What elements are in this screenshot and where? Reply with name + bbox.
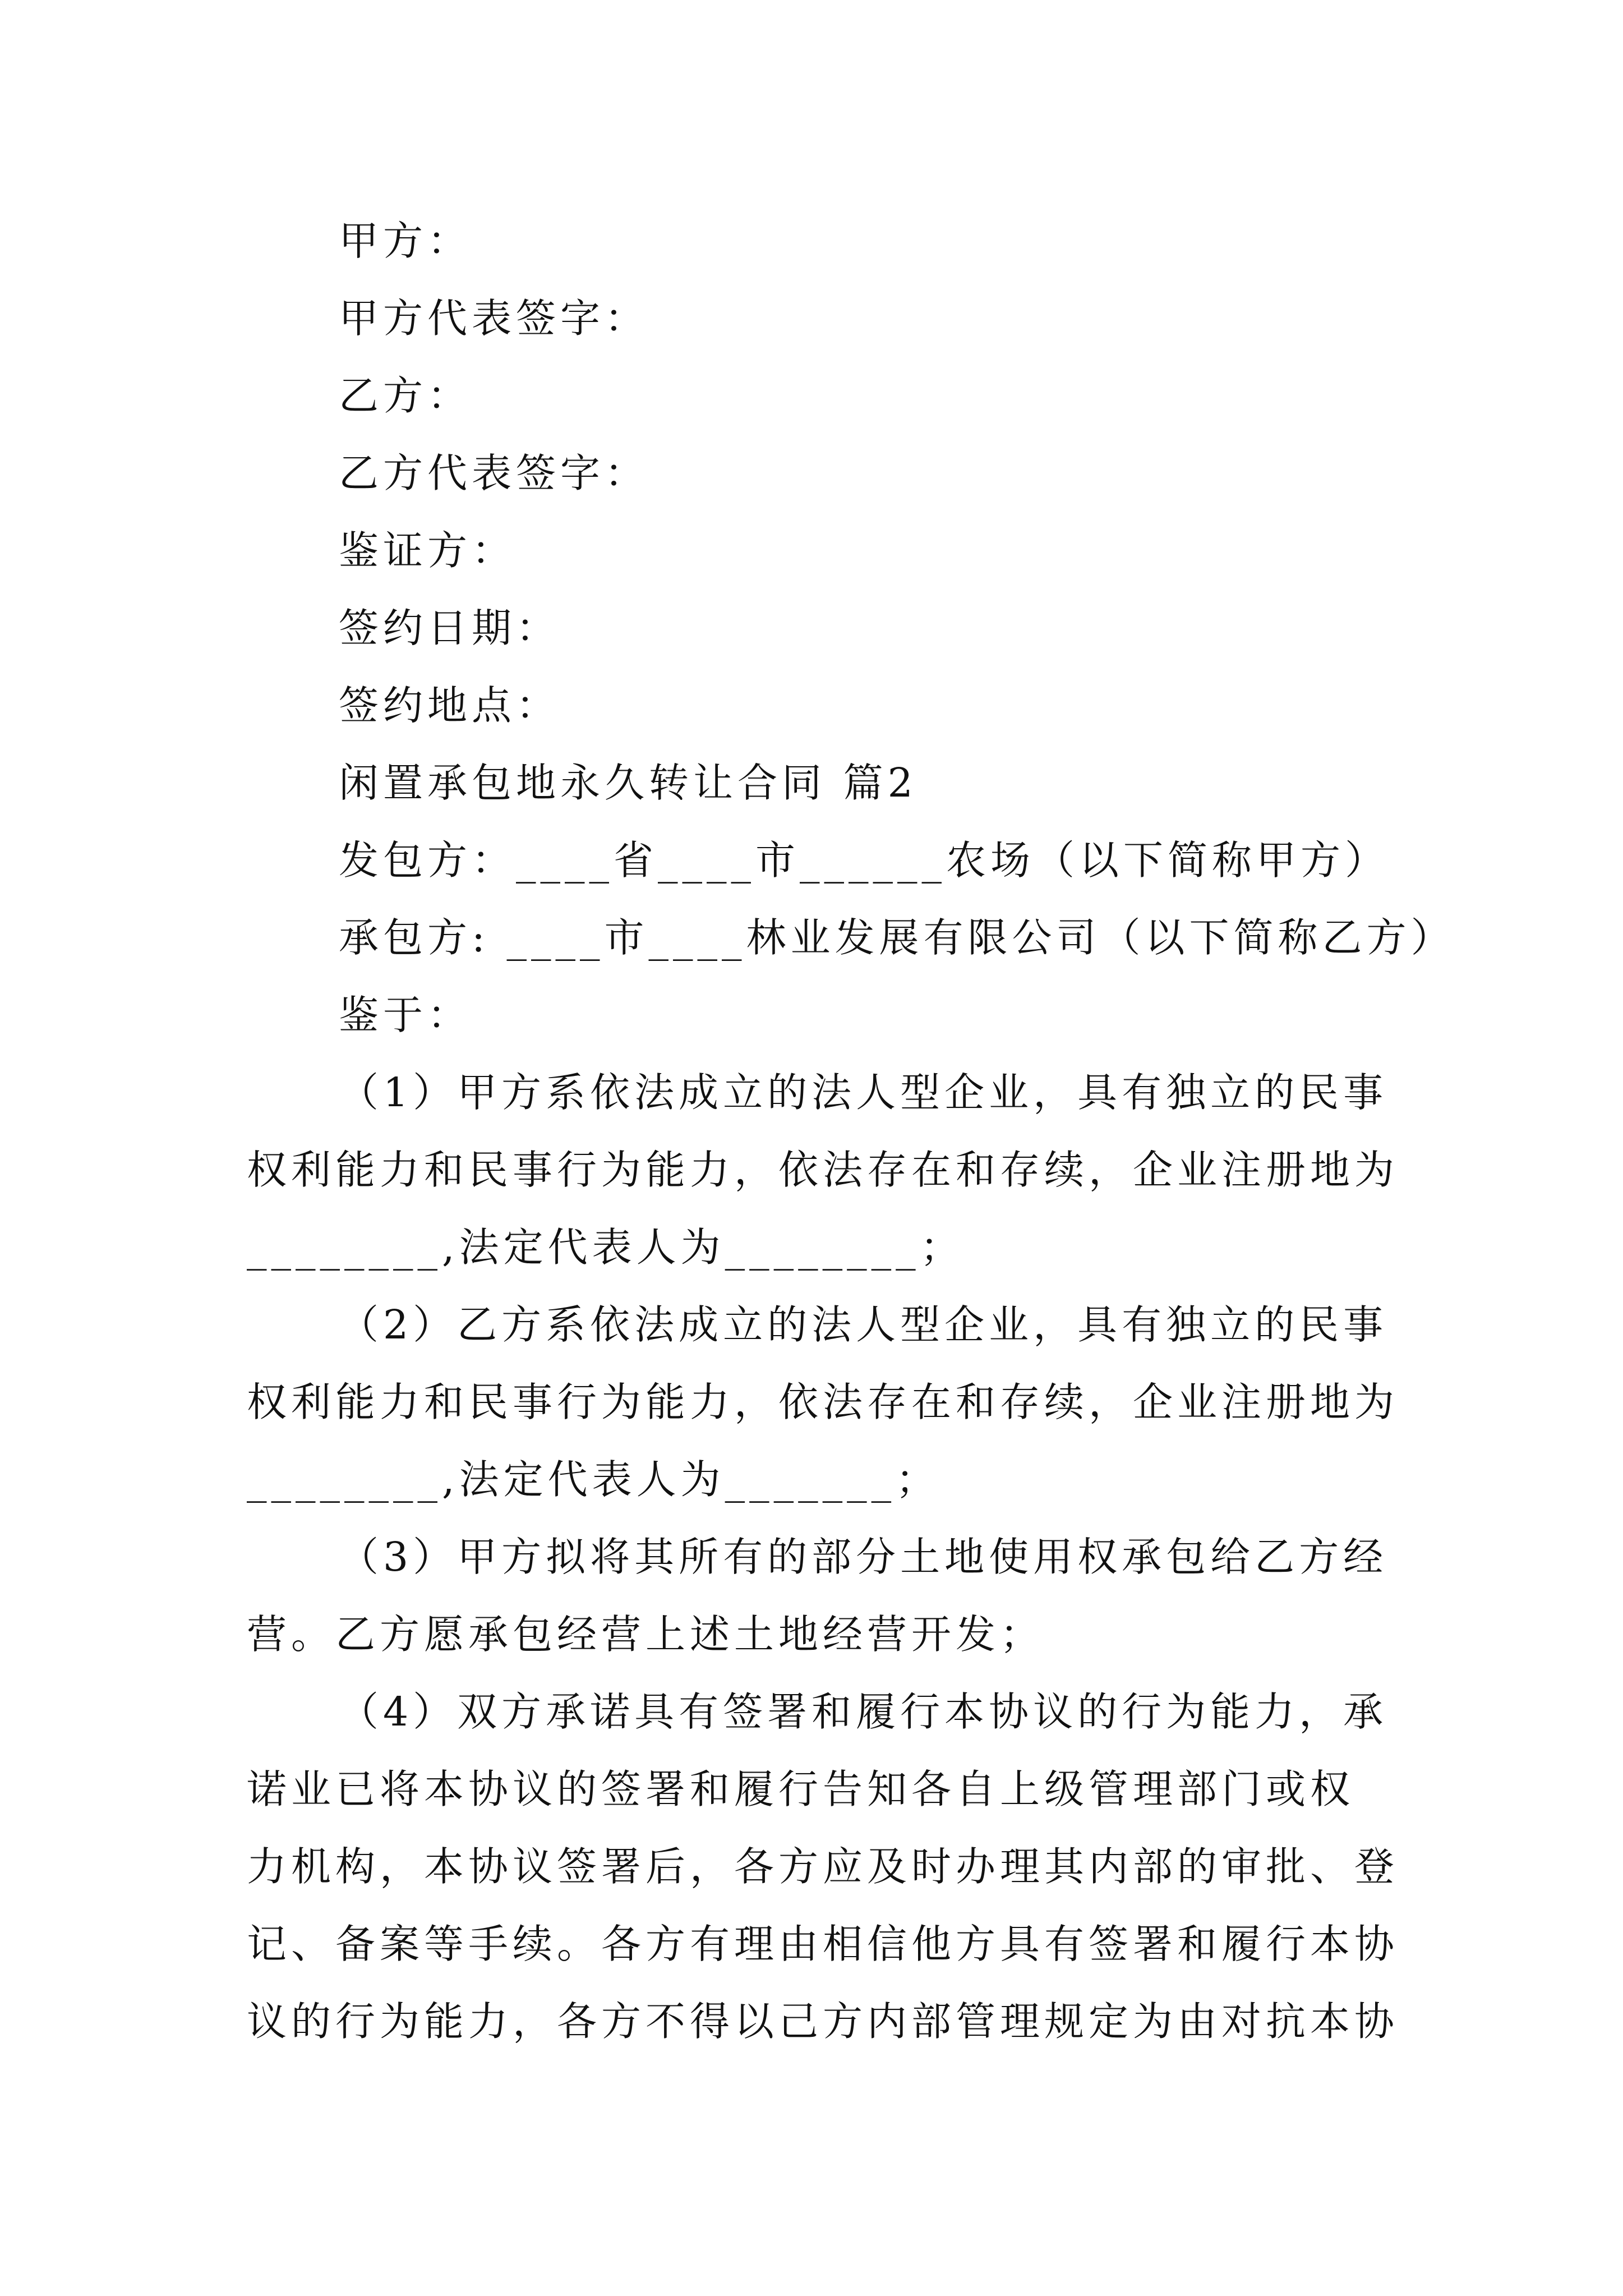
- section-title: 闲置承包地永久转让合同 篇2: [339, 760, 917, 806]
- clause-2-line-1: （2）乙方系依法成立的法人型企业，具有独立的民事: [339, 1301, 1388, 1348]
- signing-place-line: 签约地点：: [339, 682, 561, 729]
- clause-1-line-1: （1）甲方系依法成立的法人型企业，具有独立的民事: [339, 1069, 1388, 1116]
- clause-4-line-3: 力机构，本协议签署后，各方应及时办理其内部的审批、登: [247, 1843, 1399, 1890]
- clause-1-line-3: ________,法定代表人为________；: [247, 1224, 965, 1271]
- party-a-signature-line: 甲方代表签字：: [339, 295, 649, 342]
- clause-4-line-2: 诺业已将本协议的签署和履行告知各自上级管理部门或权: [247, 1766, 1355, 1812]
- party-a-line: 甲方：: [339, 218, 472, 264]
- contractor-line: 发包方：____省____市______农场（以下简称甲方）: [339, 837, 1390, 884]
- clause-2-line-2: 权利能力和民事行为能力，依法存在和存续，企业注册地为: [247, 1379, 1399, 1425]
- clause-4-line-1: （4）双方承诺具有签署和履行本协议的行为能力，承: [339, 1688, 1388, 1735]
- party-b-line: 乙方：: [339, 372, 472, 419]
- whereas-heading: 鉴于：: [339, 992, 472, 1038]
- clause-2-line-3: ________,法定代表人为_______；: [247, 1456, 940, 1503]
- party-b-signature-line: 乙方代表签字：: [339, 450, 649, 496]
- signing-date-line: 签约日期：: [339, 605, 561, 651]
- witness-line: 鉴证方：: [339, 527, 517, 574]
- clause-4-line-5: 议的行为能力，各方不得以己方内部管理规定为由对抗本协: [247, 1998, 1399, 2045]
- clause-3-line-1: （3）甲方拟将其所有的部分土地使用权承包给乙方经: [339, 1534, 1388, 1580]
- contractee-line: 承包方: ____市____林业发展有限公司（以下简称乙方）: [339, 914, 1455, 961]
- clause-1-line-2: 权利能力和民事行为能力，依法存在和存续，企业注册地为: [247, 1147, 1399, 1193]
- clause-4-line-4: 记、备案等手续。各方有理由相信他方具有签署和履行本协: [247, 1921, 1399, 1967]
- clause-3-line-2: 营。乙方愿承包经营上述土地经营开发；: [247, 1611, 1045, 1658]
